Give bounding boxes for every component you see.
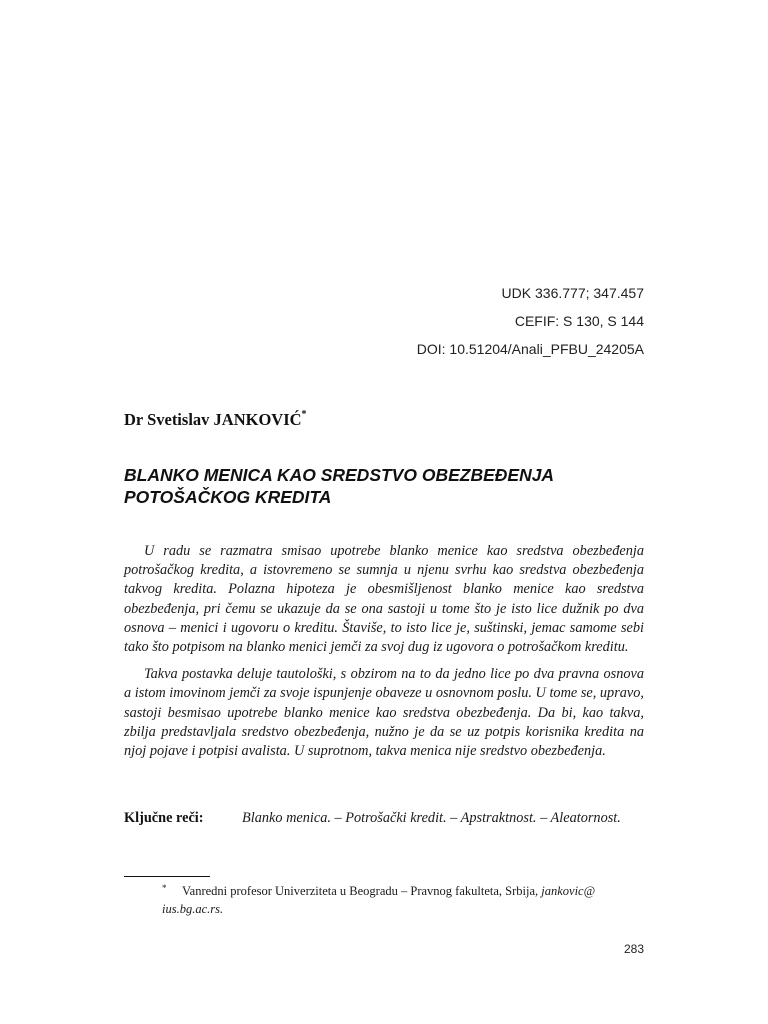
title-line-1: BLANKO MENICA KAO SREDSTVO OBEZBEĐENJA: [124, 465, 555, 485]
abstract-paragraph: Takva postavka deluje tautološki, s obzirom na to da jedno lice po dva pravna osnova a istom imovinom jemči za svoje ispunjenje obaveze u osnovnom poslu. U tome se, upravo, sastoji besmisao upotrebe blanko menice kao sredstva obezbeđenja. Da bi, kao takva, zbilja predstavljala sredstvo obezbeđenja, nužno je da se uz potpis korisnika kredita na njoj pojave i potpisi avalista. U suprotnom, takva menica nije sredstvo obezbeđenja.: [124, 666, 644, 760]
footnote-text: Vanredni profesor Univerziteta u Beogradu – Pravnog fakulteta, Srbija,: [182, 884, 539, 898]
footnote-line-1: [124, 882, 644, 900]
author-name: [124, 410, 307, 430]
footnote-divider: [124, 876, 210, 877]
doi-code: DOI: 10.51204/Anali_PFBU_24205A: [416, 341, 644, 357]
udk-code: UDK 336.777; 347.457: [501, 285, 644, 301]
page-number: 283: [623, 942, 644, 956]
keywords-text: Blanko menica. – Potrošački kredit. – Apstraktnost. – Aleatornost.: [242, 810, 621, 826]
author-footnote-marker: *: [301, 408, 307, 420]
footnote-email-part2: ius.bg.ac.rs.: [162, 902, 224, 916]
abstract-paragraph: U radu se razmatra smisao upotrebe blanko menice kao sredstva obezbeđenja potrošačkog kredita, a istovremeno se sumnja u njenu svrhu kao sredstva obezbeđenja takvog kredita. Polazna hipoteza je obesmišljenost blanko menice kao sredstva obezbeđenja, pri čemu se ukazuje da se ona sastoji u tome što je isto lice dužnik po dva osnova – menici i ugovoru o kreditu. Štaviše, to isto lice je, suštinski, jemac samome sebi tako što potpisom na blanko menici jemči za svoj dug iz ugovora o potrošačkom kreditu.: [124, 543, 644, 656]
title-line-2: POTOŠAČKOG KREDITA: [124, 487, 332, 507]
footnote: [124, 882, 644, 918]
classification-block: [417, 279, 644, 363]
keywords: [124, 809, 644, 829]
keywords-label: Ključne reči:: [124, 810, 204, 826]
cefif-code: CEFIF: S 130, S 144: [514, 313, 644, 329]
footnote-marker: *: [162, 883, 167, 893]
footnote-email-part1: jankovic@: [541, 884, 596, 898]
author-name-text: Dr Svetislav JANKOVIĆ: [124, 410, 302, 429]
paper-title: [124, 464, 644, 508]
abstract: [124, 542, 644, 769]
